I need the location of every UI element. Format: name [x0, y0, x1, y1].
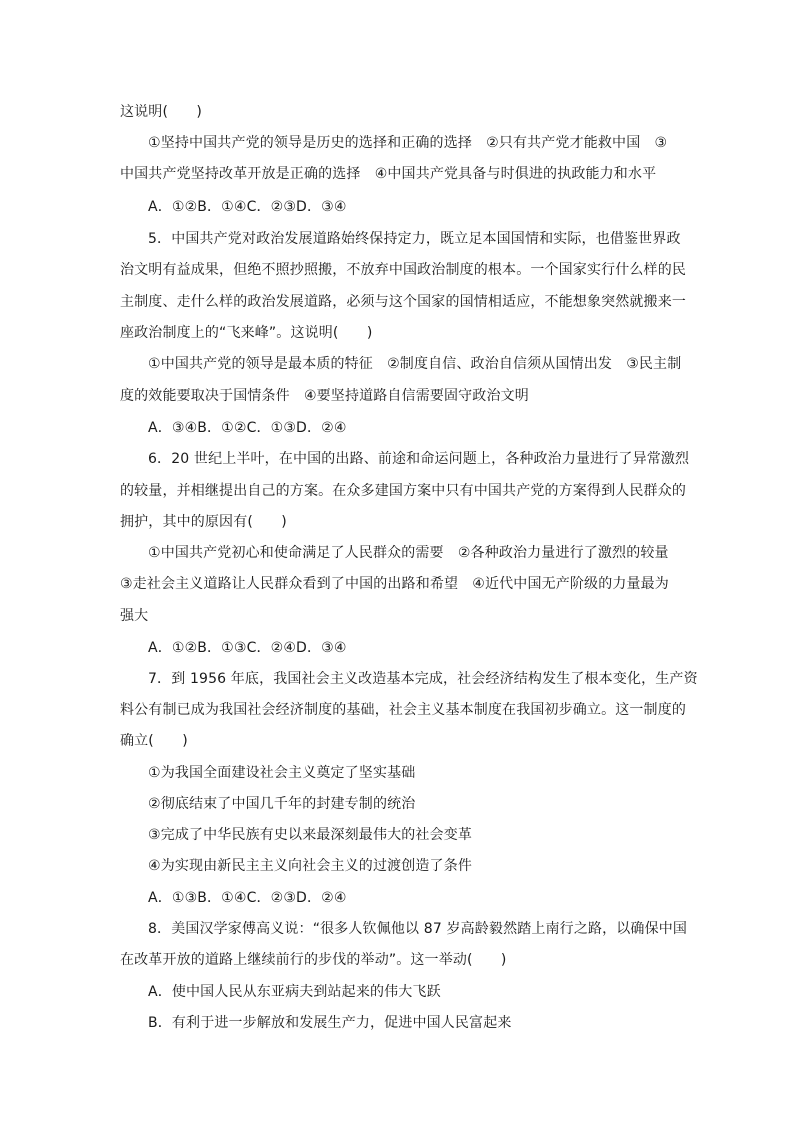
text-line: ①为我国全面建设社会主义奠定了坚实基础	[148, 765, 416, 781]
text-line: 座政治制度上的“飞来峰”。这说明( )	[120, 325, 373, 341]
text-line: ①中国共产党初心和使命满足了人民群众的需要 ②各种政治力量进行了激烈的较量	[148, 545, 669, 561]
question-7-text: 7．到 1956 年底，我国社会主义改造基本完成，社会经济结构发生了根本变化，生产资	[148, 671, 698, 687]
text-line: 这说明( )	[120, 104, 202, 120]
text-line: 确立( )	[120, 733, 188, 749]
text-line: 度的效能要取决于国情条件 ④要坚持道路自信需要固守政治文明	[120, 388, 529, 404]
text-line: 拥护，其中的原因有( )	[120, 514, 287, 530]
question-6-text: 6．20 世纪上半叶，在中国的出路、前途和命运问题上，各种政治力量进行了异常激烈	[148, 451, 690, 467]
text-line: ④为实现由新民主主义向社会主义的过渡创造了条件	[148, 858, 472, 874]
text-line: ③走社会主义道路让人民群众看到了中国的出路和希望 ④近代中国无产阶级的力量最为	[120, 576, 669, 592]
text-line: A．使中国人民从东亚病夫到站起来的伟大飞跃	[148, 984, 441, 1000]
text-line: 在改革开放的道路上继续前行的步伐的举动”。这一举动( )	[120, 952, 507, 968]
question-8-text: 8．美国汉学家傅高义说：“很多人钦佩他以 87 岁高龄毅然踏上南行之路，以确保中国	[148, 921, 688, 937]
text-line: ①坚持中国共产党的领导是历史的选择和正确的选择 ②只有共产党才能救中国 ③	[148, 135, 668, 151]
text-line: ①中国共产党的领导是最本质的特征 ②制度自信、政治自信须从国情出发 ③民主制	[148, 356, 682, 372]
answer-options: A．③④B．①②C．①③D．②④	[148, 420, 347, 436]
text-line: B．有利于进一步解放和发展生产力，促进中国人民富起来	[148, 1015, 512, 1031]
text-line: 的较量，并相继提出自己的方案。在众多建国方案中只有中国共产党的方案得到人民群众的	[120, 483, 686, 499]
question-5-text: 5．中国共产党对政治发展道路始终保持定力，既立足本国国情和实际，也借鉴世界政	[148, 231, 681, 247]
text-line: 治文明有益成果，但绝不照抄照搬，不放弃中国政治制度的根本。一个国家实行什么样的民	[120, 262, 686, 278]
text-line: 料公有制已成为我国社会经济制度的基础，社会主义基本制度在我国初步确立。这一制度的	[120, 702, 686, 718]
text-line: 主制度、走什么样的政治发展道路，必须与这个国家的国情相适应，不能想象突然就搬来一	[120, 294, 686, 310]
text-line: ③完成了中华民族有史以来最深刻最伟大的社会变革	[148, 827, 472, 843]
answer-options: A．①②B．①④C．②③D．③④	[148, 199, 347, 215]
text-line: 强大	[120, 608, 149, 624]
answer-options: A．①③B．①④C．②③D．②④	[148, 890, 347, 906]
text-line: 中国共产党坚持改革开放是正确的选择 ④中国共产党具备与时俱进的执政能力和水平	[120, 166, 657, 182]
text-line: ②彻底结束了中国几千年的封建专制的统治	[148, 796, 416, 812]
answer-options: A．①②B．①③C．②④D．③④	[148, 640, 347, 656]
